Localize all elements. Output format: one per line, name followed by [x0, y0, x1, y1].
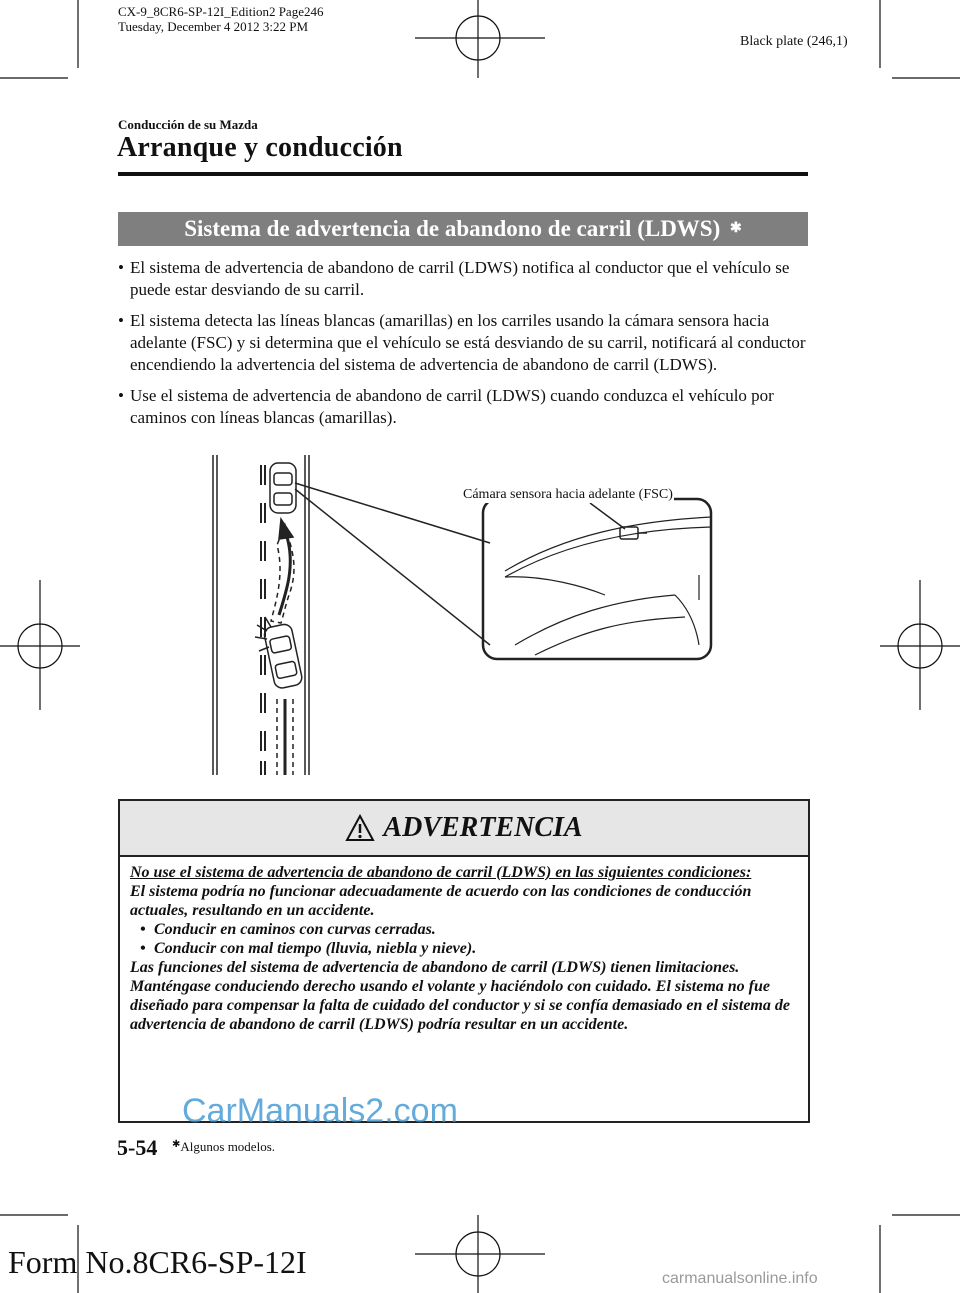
ldws-diagram: [205, 455, 725, 780]
breadcrumb: Conducción de su Mazda: [118, 117, 258, 132]
windshield-icon: [505, 517, 711, 655]
warning-body: [120, 857, 808, 1034]
warning-box: [118, 799, 810, 1123]
warning-triangle-icon: [345, 814, 375, 842]
watermark-site: carmanualsonline.info: [662, 1270, 818, 1287]
camera-leader-line: [590, 503, 625, 529]
page-title: Arranque y conducción: [117, 132, 403, 163]
warning-item: • Conducir en caminos con curvas cerradas.: [130, 920, 798, 939]
footnote-marker: ✱: [172, 1139, 181, 1150]
warning-paragraph: El sistema podría no funcionar adecuadamente de acuerdo con las condiciones de conducción actuales, resultando en un accidente.: [130, 883, 752, 919]
warning-burst-icon: [255, 617, 271, 651]
bullet-item: • El sistema de advertencia de abandono de carril (LDWS) notifica al conductor que el vehículo se puede estar desviando de su carril.: [118, 257, 808, 301]
path-arrow-icon: [271, 519, 294, 623]
lane-dashes: [261, 465, 265, 775]
footnote: [172, 1139, 275, 1155]
bullet-item: • Use el sistema de advertencia de abandono de carril (LDWS) cuando conduzca el vehículo por caminos con líneas blancas (amarillas).: [118, 385, 808, 429]
camera-label: Cámara sensora hacia adelante (FSC): [463, 487, 673, 502]
section-marker: ✱: [730, 221, 742, 236]
page-number: 5-54: [117, 1135, 158, 1160]
plate-label: Black plate (246,1): [740, 34, 848, 49]
warning-header: [120, 801, 808, 857]
car-drift-icon: [263, 623, 303, 689]
print-header: [118, 4, 323, 34]
form-number: Form No.8CR6-SP-12I: [8, 1244, 307, 1280]
watermark-main: CarManuals2.com: [182, 1092, 458, 1130]
warning-item: • Conducir con mal tiempo (lluvia, niebla y nieve).: [130, 939, 798, 958]
bullet-item: • El sistema detecta las líneas blancas (amarillas) en los carriles usando la cámara sensora hacia adelante (FSC) y si determina que el vehículo se está desviando de su carril, notificará al conductor encendiendo la advertencia del sistema de advertencia de abandono de carril (LDWS).: [118, 310, 808, 376]
section-title: Sistema de advertencia de abandono de carril (LDWS): [184, 216, 721, 241]
warning-underlined-text: No use el sistema de advertencia de abandono de carril (LDWS) en las siguientes condiciones:: [130, 864, 752, 881]
intro-bullets: [118, 257, 808, 438]
title-rule: [118, 172, 808, 176]
warning-title: ADVERTENCIA: [383, 812, 583, 843]
warning-paragraph: Manténgase conduciendo derecho usando el volante y haciéndolo con cuidado. El sistema no fue diseñado para compensar la falta de cuidado del conductor y si se confía demasiado en el sistema de advertencia de abandono de carril (LDWS) podría resultar en un accidente.: [130, 978, 790, 1033]
warning-paragraph: Las funciones del sistema de advertencia de abandono de carril (LDWS) tienen limitaciones.: [130, 959, 740, 976]
footnote-text: Algunos modelos.: [180, 1139, 276, 1154]
inset-frame: [483, 499, 711, 659]
print-date-line: Tuesday, December 4 2012 3:22 PM: [118, 19, 309, 34]
car-top-icon: [270, 463, 296, 513]
print-file-line: CX-9_8CR6-SP-12I_Edition2 Page246: [118, 4, 324, 19]
section-title-band: [118, 212, 808, 246]
